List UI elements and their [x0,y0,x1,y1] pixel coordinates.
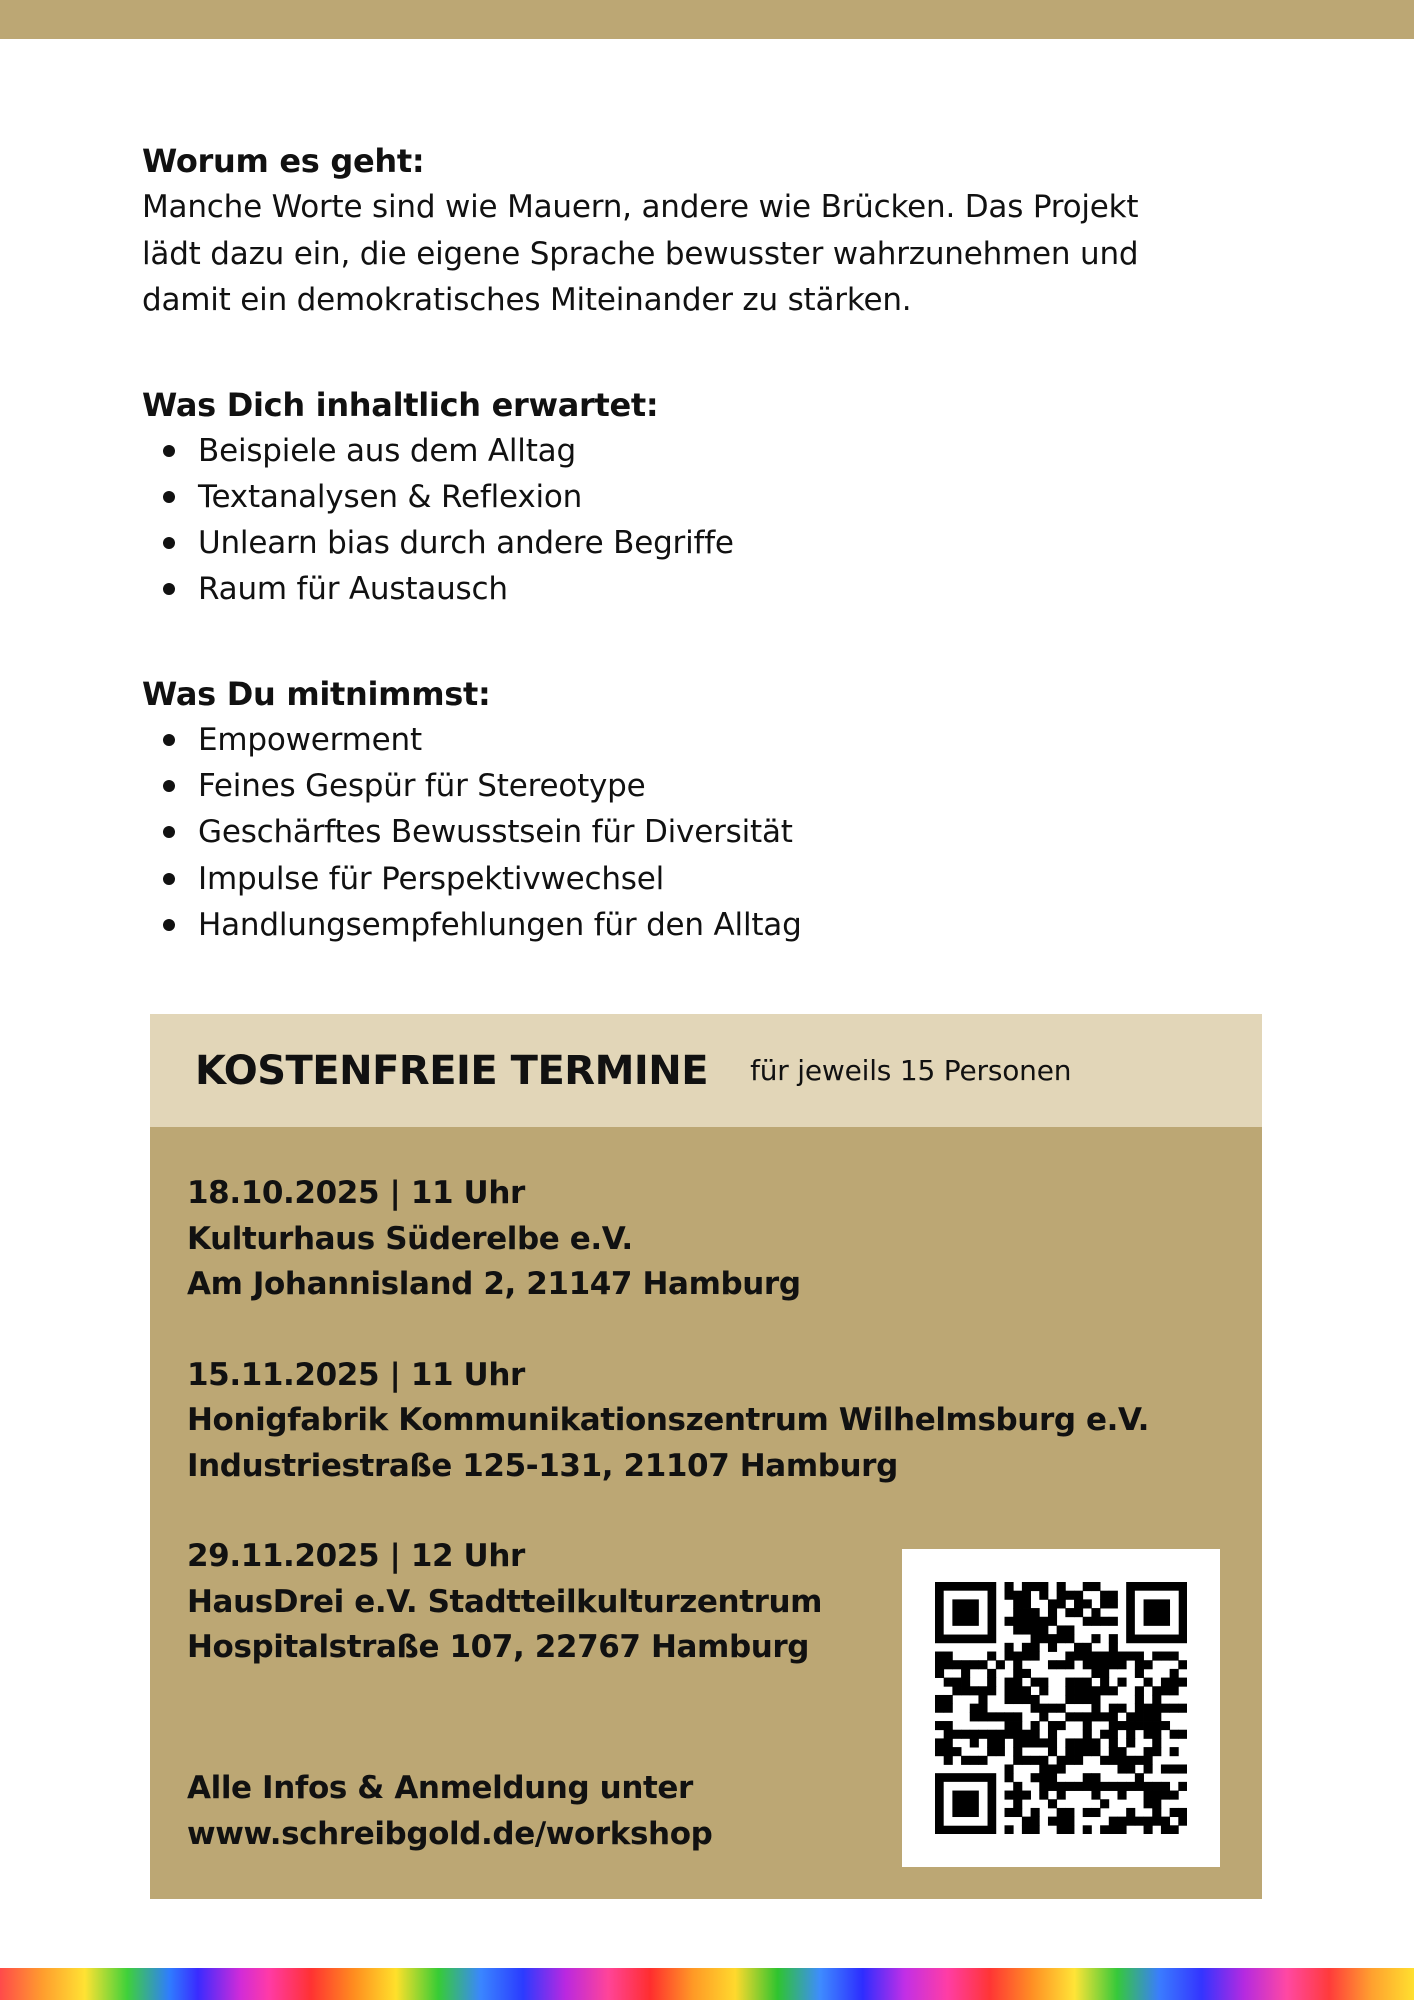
signup-url[interactable]: www.schreibgold.de/workshop [187,1816,713,1852]
qr-code-card[interactable] [902,1549,1220,1867]
top-gold-bar [0,0,1414,39]
list-item-text: Beispiele aus dem Alltag [198,432,576,469]
event-item [187,1171,1237,1308]
intro-line: lädt dazu ein, die eigene Sprache bewusster wahrzunehmen und [142,235,1139,272]
list-item [198,520,1282,566]
list-item-text: Handlungsempfehlungen für den Alltag [198,906,802,943]
event-datetime: 15.11.2025 | 11 Uhr [187,1356,525,1393]
termine-subtitle: für jeweils 15 Personen [750,1054,1072,1087]
list-item-text: Impulse für Perspektivwechsel [198,860,665,897]
event-item [187,1353,1237,1490]
expect-section [142,382,1282,613]
bullet-icon [163,734,175,746]
content-area [142,138,1282,1006]
qr-code-icon [935,1582,1187,1834]
bullet-icon [163,491,175,503]
takeaway-list [142,717,1282,948]
bullet-icon [163,919,175,931]
termine-title: KOSTENFREIE TERMINE [195,1047,709,1094]
intro-line: Manche Worte sind wie Mauern, andere wie Brücken. Das Projekt [142,189,1139,225]
termine-header [150,1014,1262,1127]
bullet-icon [163,537,175,549]
bullet-icon [163,780,175,792]
list-item-text: Raum für Austausch [198,571,508,608]
list-item-text: Geschärftes Bewusstsein für Diversität [198,814,793,851]
bullet-icon [163,873,175,885]
takeaway-section [142,671,1282,948]
expect-heading: Was Dich inhaltlich erwartet: [142,385,659,424]
takeaway-heading: Was Du mitnimmst: [142,674,491,713]
expect-list [142,428,1282,613]
event-venue: Kulturhaus Süderelbe e.V. [187,1220,633,1257]
rainbow-stripe [0,1968,1414,2000]
intro-section [142,138,1282,324]
event-venue: HausDrei e.V. Stadtteilkulturzentrum [187,1583,823,1620]
list-item [198,566,1282,612]
list-item [198,428,1282,474]
termine-box [150,1014,1262,1886]
bullet-icon [163,583,175,595]
event-datetime: 29.11.2025 | 12 Uhr [187,1538,525,1574]
intro-heading: Worum es geht: [142,142,425,180]
list-item [198,902,1282,948]
event-address: Hospitalstraße 107, 22767 Hamburg [187,1629,810,1665]
bullet-icon [163,445,175,457]
bullet-icon [163,826,175,838]
event-address: Am Johannisland 2, 21147 Hamburg [187,1266,801,1302]
signup-info [187,1765,712,1857]
list-item [198,474,1282,520]
list-item [198,856,1282,902]
list-item-text: Textanalysen & Reflexion [198,478,583,515]
event-address: Industriestraße 125-131, 21107 Hamburg [187,1447,898,1484]
termine-body [150,1127,1262,1899]
list-item-text: Feines Gespür für Stereotype [198,767,646,804]
list-item-text: Empowerment [198,721,422,758]
list-item [198,809,1282,855]
list-item [198,763,1282,809]
intro-line: damit ein demokratisches Miteinander zu stärken. [142,282,912,318]
list-item-text: Unlearn bias durch andere Begriffe [198,525,734,562]
list-item [198,717,1282,763]
signup-text: Alle Infos & Anmeldung unter [187,1770,693,1806]
event-datetime: 18.10.2025 | 11 Uhr [187,1175,525,1211]
event-venue: Honigfabrik Kommunikationszentrum Wilhelmsburg e.V. [187,1402,1150,1438]
